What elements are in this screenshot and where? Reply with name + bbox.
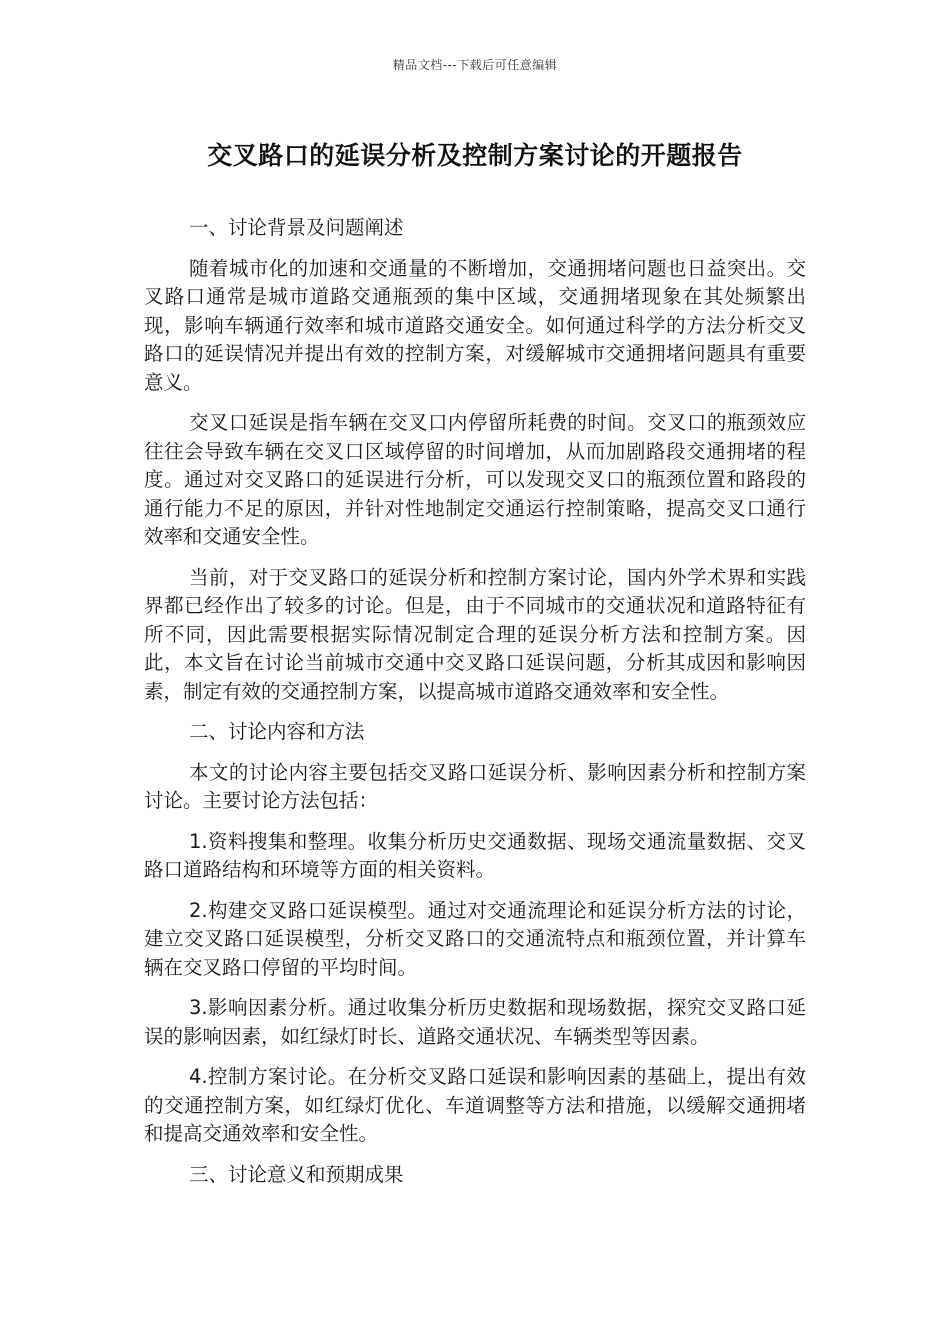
document-title: 交叉路口的延误分析及控制方案讨论的开题报告 [207,141,743,170]
paragraph-methods-intro: 本文的讨论内容主要包括交叉路口延误分析、影响因素分析和控制方案讨论。主要讨论方法包括： [144,760,806,812]
section-heading-significance: 三、讨论意义和预期成果 [189,1162,404,1186]
method-item-1: 1.资料搜集和整理。收集分析历史交通数据、现场交通流量数据、交叉路口道路结构和环境等方面的相关资料。 [144,829,806,881]
section-heading-content-methods: 二、讨论内容和方法 [189,720,365,743]
document-body [144,214,806,1201]
paragraph-background-2: 交叉口延误是指车辆在交叉口内停留所耗费的时间。交叉口的瓶颈效应往往会导致车辆在交叉口区域停留的时间增加，从而加剧路段交通拥堵的程度。通过对交叉路口的延误进行分析，可以发现交叉口的瓶颈位置和路段的通行能力不足的原因，并针对性地制定交通运行控制策略，提高交叉口通行效率和交通安全性。 [144,411,806,548]
method-item-3: 3.影响因素分析。通过收集分析历史数据和现场数据，探究交叉路口延误的影响因素，如红绿灯时长、道路交通状况、车辆类型等因素。 [144,996,806,1048]
header-note: 精品文档---下载后可任意编辑 [392,58,558,72]
method-item-2: 2.构建交叉路口延误模型。通过对交通流理论和延误分析方法的讨论，建立交叉路口延误模型，分析交叉路口的交通流特点和瓶颈位置，并计算车辆在交叉路口停留的平均时间。 [144,898,806,979]
paragraph-background-3: 当前，对于交叉路口的延误分析和控制方案讨论，国内外学术界和实践界都已经作出了较多的讨论。但是，由于不同城市的交通状况和道路特征有所不同，因此需要根据实际情况制定合理的延误分析方法和控制方案。因此，本文旨在讨论当前城市交通中交叉路口延误问题，分析其成因和影响因素，制定有效的交通控制方案，以提高城市道路交通效率和安全性。 [144,565,806,703]
method-item-4: 4.控制方案讨论。在分析交叉路口延误和影响因素的基础上，提出有效的交通控制方案，如红绿灯优化、车道调整等方法和措施，以缓解交通拥堵和提高交通效率和安全性。 [144,1065,806,1145]
section-heading-background: 一、讨论背景及问题阐述 [189,216,404,239]
paragraph-background-1: 随着城市化的加速和交通量的不断增加，交通拥堵问题也日益突出。交叉路口通常是城市道路交通瓶颈的集中区域，交通拥堵现象在其处频繁出现，影响车辆通行效率和城市道路交通安全。如何通过科学的方法分析交叉路口的延误情况并提出有效的控制方案，对缓解城市交通拥堵问题具有重要意义。 [144,256,806,394]
